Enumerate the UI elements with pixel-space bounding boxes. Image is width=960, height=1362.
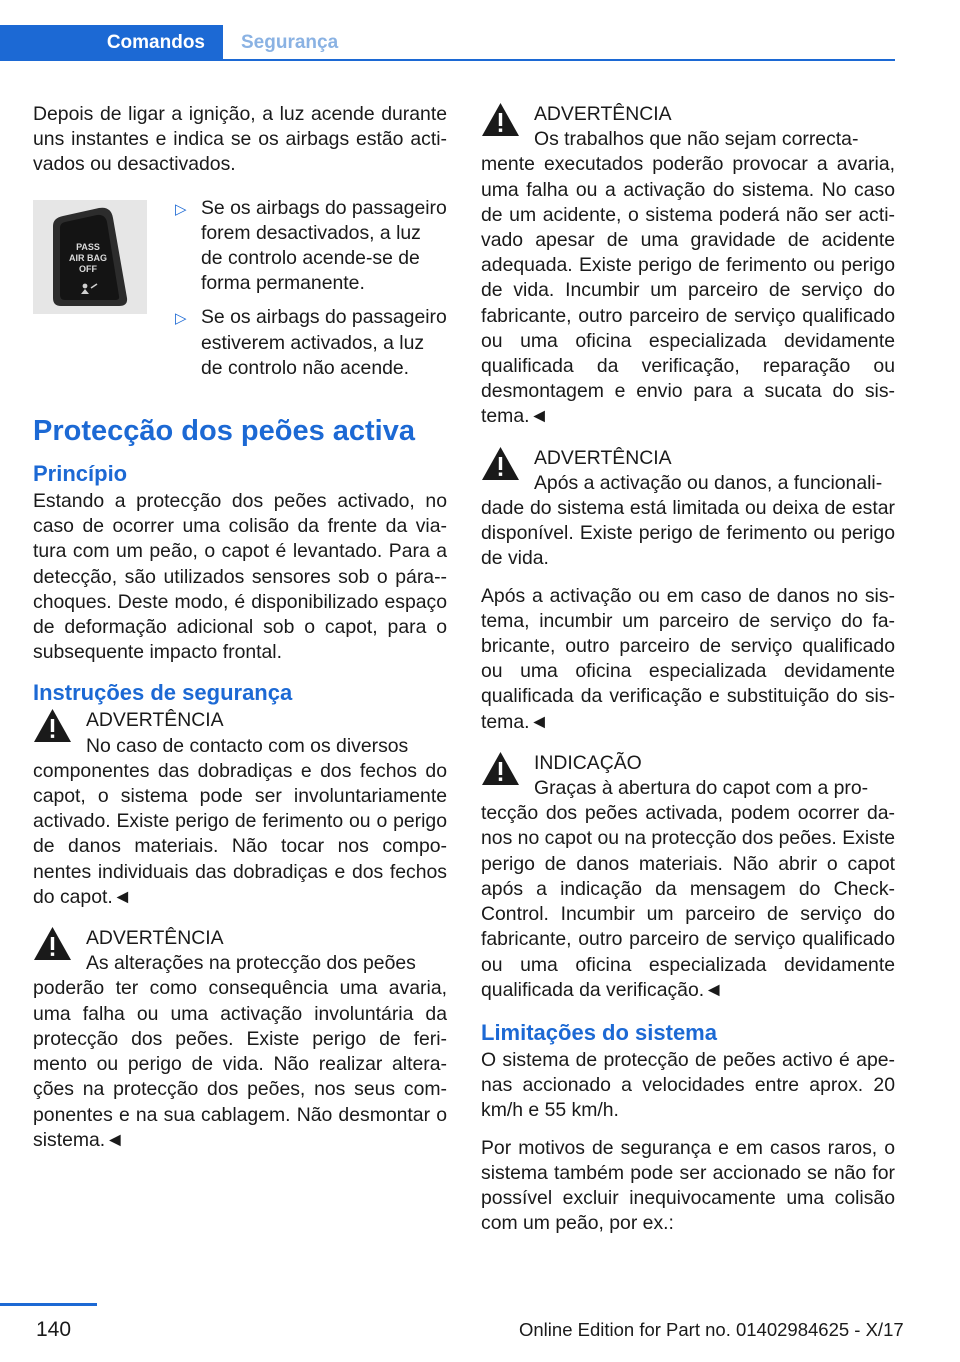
warning-lead: No caso de contacto com os diversos (86, 734, 409, 757)
svg-text:PASS: PASS (76, 241, 100, 252)
warning-triangle-icon (481, 446, 520, 481)
footer-accent-line (0, 1303, 97, 1306)
warning-block (33, 708, 447, 910)
warning-heading: ADVERTÊNCIA (86, 927, 224, 950)
warning-lead: As alterações na protecção dos peões (86, 952, 416, 975)
airbag-off-indicator-image (33, 200, 147, 314)
list-item: ▷ Se os airbags do passageiro forem desactivados, a luz de controlo acende-se de forma permanente. (175, 196, 447, 297)
tab-comandos[interactable]: Comandos (0, 25, 223, 61)
warning-triangle-icon (33, 708, 72, 743)
warning-text: dade do sistema está limitada ou deixa de estar disponível. Existe perigo de ferimento ou perigo de vida. (481, 497, 895, 570)
list-item: ▷ Se os airbags do passageiro estiverem activados, a luz de controlo não acende. (175, 305, 447, 381)
warning-text: poderão ter como consequência uma avaria, uma falha ou uma activação involuntária da protecção dos peões. Existe perigo de ferimento ou perigo de vida. Não realizar alterações na protecção dos peões, nos seus componentes e na sua cablagem. Não desmontar o sistema.◄ (33, 977, 447, 1151)
airbag-bullet-list (175, 196, 447, 390)
warning-text: mente executados poderão provocar a avaria, uma falha ou a activação do sistema. No caso de um acidente, o sistema poderá não ser activado apesar de uma gravidade de acidente adequada. Existe perigo de ferimento ou perigo de vida. Incumbir um parceiro de serviço do fabricante, outro parceiro de serviço qualificado ou uma oficina especializada devidamente qualificada da verificação, reparação ou desmontagem e envio para a sucata do sistema.◄ (481, 153, 895, 428)
warning-triangle-icon (481, 751, 520, 786)
intro-paragraph: Depois de ligar a ignição, a luz acende durante uns instantes e indica se os airbags estão activados ou desactivados. (33, 103, 447, 176)
principle-heading: Princípio (33, 461, 128, 487)
warning-lead: Os trabalhos que não sejam correcta- (534, 128, 859, 151)
warning-extra-text: Após a activação ou em caso de danos no sistema, incumbir um parceiro de serviço do fabricante, outro parceiro de serviço qualificado ou uma oficina especializada devidamente qualificada da verificação e substituição do sistema.◄ (481, 584, 895, 733)
header-tabs (0, 25, 895, 61)
limits-paragraph-1: O sistema de protecção de peões activo é apenas accionado a velocidades entre aprox. 20 km/h e 55 km/h. (481, 1048, 895, 1122)
triangle-bullet-icon: ▷ (175, 310, 187, 328)
limits-paragraph-2: Por motivos de segurança e em casos raros, o sistema também pode ser accionado se não for possível excluir inequivocamente uma colisão com um peão, por ex.: (481, 1136, 895, 1235)
warning-text: componentes das dobradiças e dos fechos do capot, o sistema pode ser involuntariamente activado. Existe perigo de ferimento ou o perigo de danos materiais. Não tocar nos componentes individuais das dobradiças e dos fechos do capot.◄ (33, 759, 447, 908)
warning-triangle-icon (33, 926, 72, 961)
notice-heading: INDICAÇÃO (534, 751, 642, 774)
airbag-switch-icon (33, 200, 147, 314)
limits-heading: Limitações do sistema (481, 1019, 717, 1045)
tab-seguranca[interactable]: Segurança (241, 32, 339, 53)
principle-paragraph: Estando a protecção dos peões activado, no caso de ocorrer uma colisão da frente da viatura com um peão, o capot é levantado. Para a detecção, são utilizados sensores sob o pára--choques. Deste modo, é disponibilizado espaço de deformação adicional sob o capot, para o subsequente impacto frontal. (33, 490, 447, 664)
warning-heading: ADVERTÊNCIA (534, 103, 672, 125)
tab-underline (223, 59, 895, 61)
warning-lead: Após a activação ou danos, a funcionali- (534, 471, 883, 494)
triangle-bullet-icon: ▷ (175, 200, 187, 218)
warning-block (481, 446, 895, 735)
page-number: 140 (36, 1318, 72, 1341)
footer-edition-text: Online Edition for Part no. 01402984625 - X/17 (519, 1319, 904, 1340)
left-column (33, 102, 447, 1169)
svg-text:OFF: OFF (79, 263, 97, 274)
safety-heading: Instruções de segurança (33, 680, 293, 706)
warning-block (33, 926, 447, 1153)
warning-heading: ADVERTÊNCIA (534, 446, 672, 469)
right-column (481, 102, 895, 1248)
section-title: Protecção dos peões activa (33, 415, 415, 448)
svg-text:AIR BAG: AIR BAG (69, 252, 107, 263)
warning-triangle-icon (481, 102, 520, 137)
notice-block (481, 751, 895, 1003)
warning-block (481, 102, 895, 430)
warning-heading: ADVERTÊNCIA (86, 709, 224, 732)
notice-lead: Graças à abertura do capot com a pro- (534, 777, 869, 800)
airbag-indicator-block (33, 196, 447, 390)
notice-text: tecção dos peões activada, podem ocorrer danos no capot ou na protecção dos peões. Existe perigo de danos materiais. Não abrir o capot após a indicação da mensagem do Check-Control. Incumbir um parceiro de serviço do fabricante, outro parceiro de serviço qualificado ou uma oficina especializada devidamente qualificada da verificação.◄ (481, 802, 895, 1001)
